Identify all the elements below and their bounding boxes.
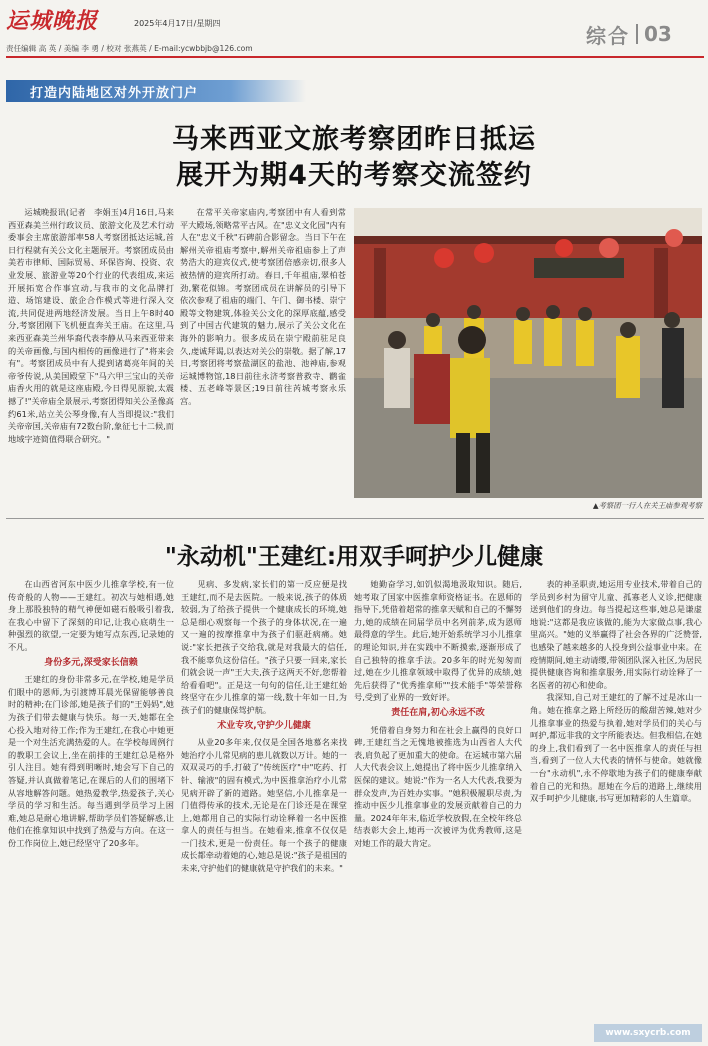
article1-title-line2: 展开为期4天的考察交流签约: [176, 160, 532, 191]
article2-col3-text: 她勤奋学习,如饥似渴地汲取知识。随后,她考取了国家中医推拿师资格证书。在恩师的指导下,凭借着超常的推拿天赋和自己的不懈努力,她的成绩在同届学员中名列前茅,成为恩师最得意的学生。此后,她开始系统学习小儿推拿的理论知识,并在实践中不断摸索,逐渐形成了自己独特的推拿手法。20多年的时光匆匆而过,她在少儿推拿领域中取得了优异的成绩,她先后获得了"优秀推拿师""技术能手"等荣誉称号,受到了业界的一致好评。: [354, 579, 522, 703]
article2-col4-text: 表的神圣职责,她运用专业技术,带着自己的学员到乡村为留守儿童、孤寡老人义诊,把健康送到他们的身边。每当提起这些事,她总是谦虚地说:"这都是我应该做的,能为大家做点事,我心里高兴。"她的义举赢得了社会各界的广泛赞誉,也感染了越来越多的人投身到公益事业中来。在疫情期间,她主动请缨,带领团队深入社区,为居民提供健康咨询和推拿服务,用实际行动诠释了一名医者的初心和使命。: [530, 579, 702, 690]
article2-col4-text-b: 我深知,自己对王建红的了解不过是冰山一角。她在推拿之路上所经历的酸甜苦辣,她对少儿推拿事业的热爱与执着,她对学员们的关心与呵护,都远非我的文字所能表达。但我相信,在她的身上,我们看到了一名中医推拿人的责任与担当,看到了一位人大代表的情怀与使命。她就像一台"永动机",永不停歇地为孩子们的健康奉献着自己的光和热。愿她在今后的道路上,继续用双手呵护少儿健康,书写更加精彩的人生篇章。: [530, 692, 702, 804]
issue-date: 2025年4月17日/星期四: [134, 19, 221, 28]
section-name: 综合: [586, 23, 630, 48]
section-divider: [636, 24, 638, 44]
article2-column-1: [8, 578, 174, 1046]
article2-col2-text-b: 从业20多年来,仅仅是全国各地慕名来找她治疗小儿常见病的患儿就数以万计。她的一双双灵巧的手,打破了"传统医疗"中"吃药、打针、输液"的固有模式,为中医推拿治疗小儿常见病开辟了新的道路。她坚信,小儿推拿是一门值得传承的技术,无论是在门诊还是在课堂上,她都用自己的实际行动诠释着一名中医推拿人的责任与担当。在她看来,推拿不仅仅是一门技术,更是一份责任。每一个孩子的健康成长都牵动着她的心,她总是说:"孩子是祖国的未来,守护他们的健康就是守护我们的未来。": [181, 737, 347, 874]
section-label: [586, 20, 704, 48]
caption-text: 考察团一行人在关王庙参观考察: [598, 501, 702, 510]
topic-banner: [6, 80, 306, 102]
editor-credits: 责任编辑 高 英 / 美编 李 勇 / 校对 张燕英 / E-mail:ycwbbjb@126.com: [6, 44, 253, 53]
article2-col1-lead: 在山西省河东中医少儿推拿学校,有一位传奇般的人物——王建红。初次与她相遇,她身上那股独特的精气神便如磁石般吸引着我,在我心中留下了深刻的印记,让我心底萌生一种强烈的欲望,一定要为她写点东西,记录她的不凡。: [8, 579, 174, 652]
article1-title: [0, 122, 708, 194]
article2-col2-text: 见病、多发病,家长们的第一反应便是找王建红,而不是去医院。一般来说,孩子的体质较弱,为了给孩子提供一个健康成长的环境,她总是细心观察每一个孩子的身体状况,在一遍又一遍的按摩推拿中为孩子们驱赶病痛。她说:"家长把孩子交给我,就是对我最大的信任,我不能辜负这份信任。"孩子只要一回来,家长们就会说一声"王大夫,孩子这两天不好,您帮着给看看吧"。正是这一句句的信任,让王建红始终坚守在少儿推拿的第一线,数十年如一日,为孩子们的健康保驾护航。: [181, 579, 347, 715]
section-divider-rule: [6, 518, 704, 519]
article1-title-line1: 马来西亚文旅考察团昨日抵运: [172, 124, 536, 155]
subhead-responsibility: 责任在肩,初心永远不改: [391, 707, 485, 718]
article1-col1-text: 运城晚报讯(记者 李娟玉)4月16日,马来西亚森美兰州行政议员、旅游文化及艺术行动委事会主席旅游部率58人考察团抵达运城,首日行程就有关公文化主题展开。考察团成员由美若市律师、国际贸易、环保咨询、投资、农业发展、旅游业等20个行业的代表组成,来运开展拓宽合作事宜动,与我市的文化品牌打造、场馆建设、旅企合作模式等进行深入交流,共同促进两地经济发展。当日上午8时40分,考察团刚下飞机便直奔关王庙。在这里,马来西亚森美兰州华裔代表李静从马来西亚带来的关帝画像,与国内相传的画像进行了"将来会有"。考察团成员中有人提到诸葛亮年间的关帝爷传说,从美国殿堂下"马六甲三宝山的关帝庙香火用的就是这座庙殿,今日得见原貌,太震撼了!"关帝庙全景展示,考察团得知关公圣像高约61米,站立关公琴身像,有人当即提议:"我们关帝帝国,关帝庙有72数台阶,象征七十二候,而地域字迹简值得联合研究。": [8, 207, 174, 444]
article2-title: "永动机"王建红:用双手呵护少儿健康: [164, 544, 544, 570]
masthead-title: 运城晚报: [6, 8, 99, 34]
article1-column-1: [8, 206, 174, 516]
article2-column-2: [181, 578, 347, 1046]
article2-col1-body: 王建红的身份非常多元,在学校,她是学员们眼中的恩师,为引渡博耳晨光保留能够善良时的精神;在门诊部,她是孩子们的"王妈妈",她为孩子们带去健康与快乐。每一天,她都在全心投入地对待工作;作为王建红,在我心中她更是一个对生活充满热爱的人。在学校每周例行的教职工会议上,坐在前排的王建红总是格外引人注目。她有得到明晰时,她会写下自己的答疑,并认真做着笔记,在课后的人们的围堵下从容地解答问题。她热爱教学,热爱孩子,关心学员的学习和生活。每当遇到学员学习上困难,她总是耐心地讲解,帮助学员们答疑解惑,让他们在推拿知识中找到了热爱与方向。在这一份工作岗位上,她已经坚守了20多年。: [8, 674, 174, 848]
masthead: [6, 4, 126, 34]
article2-col3-text-b: 凭借着自身努力和在社会上赢得的良好口碑,王建红当之无愧地被推选为山西省人大代表,肩负起了更加重大的使命。在运城市第六届人大代表会议上,她提出了将中医少儿推拿纳入医保的建议。她说:"作为一名人大代表,我要为群众发声,为百姓办实事。"她积极履职尽责,为推动中医少儿推拿事业的发展贡献着自己的力量。2024年年末,临近学校放假,在全校年终总结表彰大会上,她再一次被评为优秀教师,这是对她工作的最大肯定。: [354, 724, 522, 848]
tourists-at-temple-illustration: [354, 208, 702, 498]
subhead-identity: 身份多元,深受家长信赖: [44, 657, 138, 668]
article1-photo: [354, 208, 702, 498]
article1-col2-text: 在常平关帝家庙内,考察团中有人看到常平大殿场,领略常平古风。在"忠义文化园"内有人在"忠义千秋"石碑前合影留念。当日下午在解州关帝祖庙考察中,解州关帝祖庙参上了声势浩大的迎宾仪式,使考察团倍感亲切,很多人被热情的迎宾所打动。春日,千年祖庙,翠柏苍劲,繁花似锦。考察团成员在讲解员的引导下依次参观了祖庙的端门、午门、御书楼、崇宁殿等文物建筑,体验关公文化的深厚底蕴,感受到了中国古代建筑的魅力,展示了关公文化在海外的影响力。很多成员在崇宁殿前驻足良久,虔诚拜谒,以表达对关公的崇敬。据了解,17日,考察团将考察盐湖区的盐池、池神庙,参观运城博物馆,18日前往永济考察普救寺、鹳雀楼、五老峰等景区;19日前往芮城考察永乐宫。: [180, 207, 346, 406]
subhead-expertise: 术业专攻,守护少儿健康: [217, 720, 311, 731]
watermark-text: www.sxycrb.com: [605, 1028, 691, 1038]
banner-label: 打造内陆地区对外开放门户: [30, 85, 199, 101]
site-watermark: [594, 1024, 702, 1042]
photo-caption: [410, 500, 702, 511]
header-rule: [6, 56, 704, 58]
article2-column-4: [530, 578, 702, 1046]
article1-column-2: [180, 206, 346, 516]
caption-marker: ▲: [592, 501, 599, 510]
page-number: 03: [644, 22, 672, 46]
article2-column-3: [354, 578, 522, 1046]
